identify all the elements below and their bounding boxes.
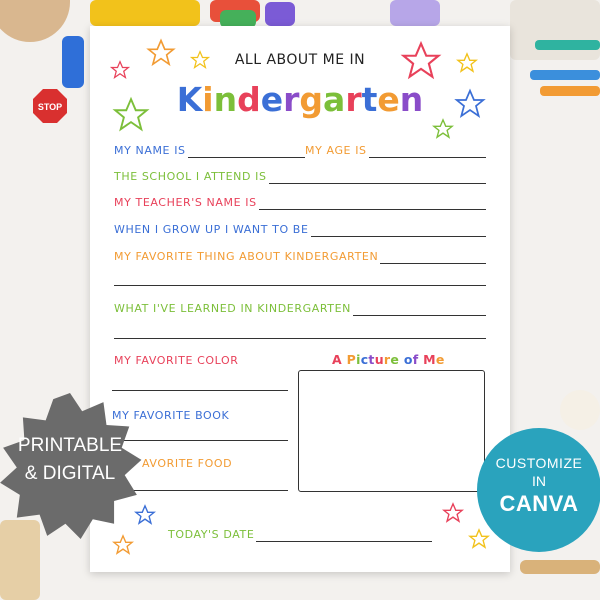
- star-icon: [400, 40, 442, 82]
- stop-sign-icon: [32, 88, 68, 124]
- toy-purple-block: [265, 2, 295, 26]
- field-row-school: [114, 164, 486, 184]
- toy-paint-cup: [560, 390, 600, 430]
- worksheet: [90, 26, 510, 572]
- title-letter: g: [299, 80, 324, 119]
- field-row-teacher: [114, 190, 486, 210]
- label-age: MY AGE IS: [305, 144, 367, 157]
- toy-crayon-green: [535, 40, 600, 50]
- picture-title-letter: t: [368, 352, 375, 367]
- toy-wood-stick: [520, 560, 600, 574]
- title-letter: d: [237, 80, 261, 119]
- star-icon: [146, 38, 176, 68]
- picture-title-letter: i: [356, 352, 361, 367]
- label-school: THE SCHOOL I ATTEND IS: [114, 170, 267, 183]
- favorite-thing-extra-line[interactable]: [114, 285, 486, 286]
- picture-title-letter: M: [423, 352, 436, 367]
- worksheet-title: [90, 80, 510, 119]
- toy-crayon-blue: [530, 70, 600, 80]
- worksheet-subtitle: ALL ABOUT ME IN: [234, 52, 366, 68]
- badge-line-canva: CANVA: [499, 491, 579, 516]
- learned-field[interactable]: [353, 314, 486, 316]
- star-icon: [190, 50, 210, 70]
- toy-yellow-car: [90, 0, 200, 26]
- title-letter: t: [361, 80, 378, 119]
- canva-badge-text: [477, 454, 600, 518]
- toy-crayon-orange: [540, 86, 600, 96]
- toy-plush: [0, 0, 70, 42]
- title-letter: r: [345, 80, 362, 119]
- label-color: MY FAVORITE COLOR: [114, 354, 239, 367]
- label-teacher: MY TEACHER'S NAME IS: [114, 196, 257, 209]
- star-icon: [454, 88, 486, 120]
- star-icon: [468, 528, 490, 550]
- picture-title-letter: o: [403, 352, 413, 367]
- star-icon: [442, 502, 464, 524]
- toy-notebook: [510, 0, 600, 60]
- field-row-name-age: [114, 138, 486, 158]
- label-favorite-thing: MY FAVORITE THING ABOUT KINDERGARTEN: [114, 250, 379, 263]
- label-grow-up: WHEN I GROW UP I WANT TO BE: [114, 223, 309, 236]
- title-letter: K: [176, 80, 203, 119]
- printable-badge-text: [0, 432, 140, 488]
- learned-extra-line[interactable]: [114, 338, 486, 339]
- title-letter: i: [202, 80, 214, 119]
- badge-line-digital: & DIGITAL: [24, 463, 116, 484]
- stop-sign-text: STOP: [37, 102, 63, 112]
- picture-title-letter: e: [390, 352, 400, 367]
- toy-traffic-light: [62, 36, 84, 88]
- picture-title-letter: f: [412, 352, 419, 367]
- picture-title-letter: r: [383, 352, 391, 367]
- field-row-learned: [114, 296, 486, 316]
- label-date: TODAY'S DATE: [168, 528, 255, 541]
- picture-box[interactable]: [298, 370, 485, 492]
- date-field[interactable]: [256, 540, 432, 542]
- field-row-date: [168, 522, 432, 542]
- title-letter: n: [213, 80, 238, 119]
- toy-lilac-block: [390, 0, 440, 26]
- teacher-field[interactable]: [259, 208, 486, 210]
- picture-title-letter: e: [435, 352, 445, 367]
- title-letter: e: [377, 80, 400, 119]
- field-row-favorite-thing: [114, 244, 486, 264]
- star-icon: [110, 60, 130, 80]
- star-icon: [112, 96, 150, 134]
- title-letter: r: [283, 80, 300, 119]
- grow-up-field[interactable]: [311, 235, 487, 237]
- age-field[interactable]: [369, 156, 486, 158]
- field-row-grow-up: [114, 217, 486, 237]
- name-field[interactable]: [188, 156, 305, 158]
- badge-line-customize: CUSTOMIZE: [495, 455, 583, 471]
- picture-title-letter: c: [360, 352, 369, 367]
- title-letter: a: [323, 80, 346, 119]
- picture-title: [332, 352, 445, 367]
- picture-title-letter: A: [332, 352, 342, 367]
- label-learned: WHAT I'VE LEARNED IN KINDERGARTEN: [114, 302, 351, 315]
- badge-line-in: IN: [532, 473, 546, 489]
- label-book: MY FAVORITE BOOK: [112, 409, 230, 422]
- label-food: AVORITE FOOD: [142, 457, 233, 470]
- star-icon: [432, 118, 454, 140]
- star-icon: [456, 52, 478, 74]
- badge-line-printable: PRINTABLE: [17, 435, 123, 456]
- title-letter: n: [399, 80, 424, 119]
- picture-title-letter: u: [374, 352, 384, 367]
- picture-title-letter: P: [346, 352, 357, 367]
- label-name: MY NAME IS: [114, 144, 186, 157]
- title-letter: e: [260, 80, 284, 119]
- school-field[interactable]: [269, 182, 486, 184]
- favorite-thing-field[interactable]: [380, 262, 486, 264]
